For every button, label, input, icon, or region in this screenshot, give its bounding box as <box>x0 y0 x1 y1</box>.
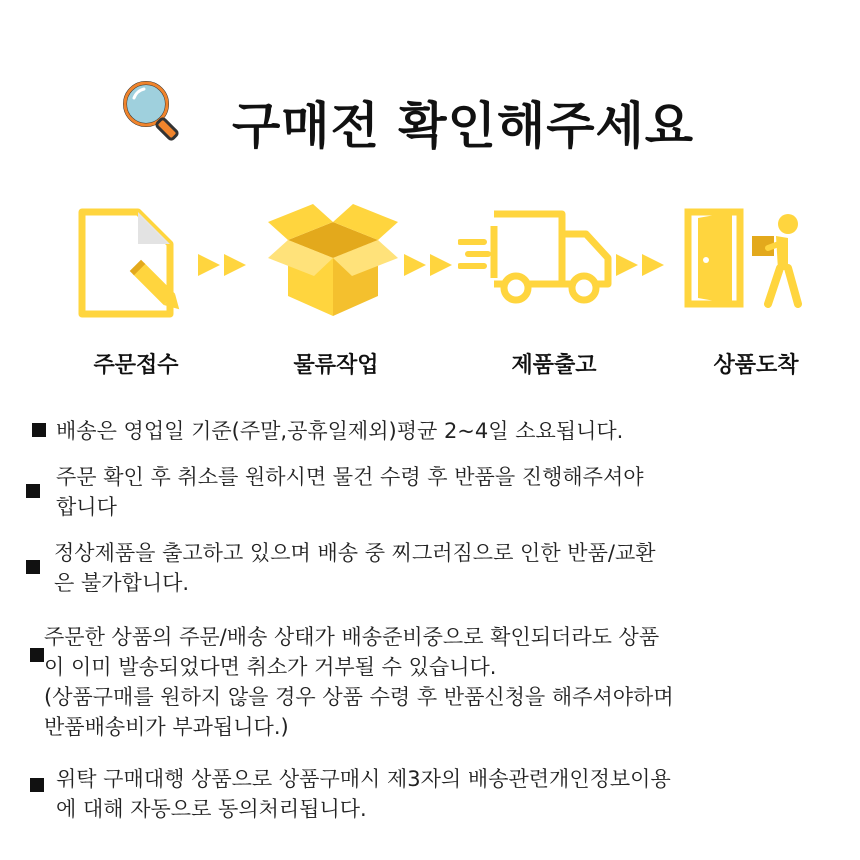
magnifier-icon <box>118 76 188 146</box>
notice-item <box>44 622 674 742</box>
arrow-icon <box>196 252 250 278</box>
delivery-truck-icon <box>458 208 614 304</box>
notice-line: 정상제품을 출고하고 있으며 배송 중 찌그러짐으로 인한 반품/교환 <box>54 541 656 565</box>
document-pen-icon <box>76 208 186 320</box>
box-icon <box>266 200 400 320</box>
notice-line: 에 대해 자동으로 동의처리됩니다. <box>56 797 367 821</box>
step-label-logistics: 물류작업 <box>293 353 379 378</box>
step-label-arrival: 상품도착 <box>713 353 799 378</box>
door-delivery-person-icon <box>684 208 806 308</box>
notice-item <box>56 462 644 522</box>
step-label-order: 주문접수 <box>93 353 179 378</box>
bullet-icon <box>30 648 44 662</box>
notice-line: 이 이미 발송되었다면 취소가 거부될 수 있습니다. <box>44 655 497 679</box>
notice-line: 위탁 구매대행 상품으로 상품구매시 제3자의 배송관련개인정보이용 <box>56 767 671 791</box>
bullet-icon <box>30 778 44 792</box>
bullet-icon <box>26 560 40 574</box>
arrow-icon <box>614 252 668 278</box>
notice-line: 주문한 상품의 주문/배송 상태가 배송준비중으로 확인되더라도 상품 <box>44 625 660 649</box>
notice-item <box>56 764 671 824</box>
notice-line: 배송은 영업일 기준(주말,공휴일제외)평균 2~4일 소요됩니다. <box>56 419 624 443</box>
bullet-icon <box>26 484 40 498</box>
notice-item <box>56 416 623 446</box>
notice-line: 은 불가합니다. <box>54 571 190 595</box>
step-label-shipping: 제품출고 <box>511 353 597 378</box>
notice-item <box>54 538 656 598</box>
arrow-icon <box>402 252 456 278</box>
process-steps <box>0 200 860 390</box>
notice-line: 주문 확인 후 취소를 원하시면 물건 수령 후 반품을 진행해주셔야 <box>56 465 644 489</box>
header <box>0 70 860 180</box>
notice-line: (상품구매를 원하지 않을 경우 상품 수령 후 반품신청을 해주셔야하며 <box>44 685 674 709</box>
notice-line: 합니다 <box>56 495 117 519</box>
page-title: 구매전 확인해주세요 <box>232 97 695 155</box>
notice-line: 반품배송비가 부과됩니다.) <box>44 715 289 739</box>
bullet-icon <box>32 423 46 437</box>
